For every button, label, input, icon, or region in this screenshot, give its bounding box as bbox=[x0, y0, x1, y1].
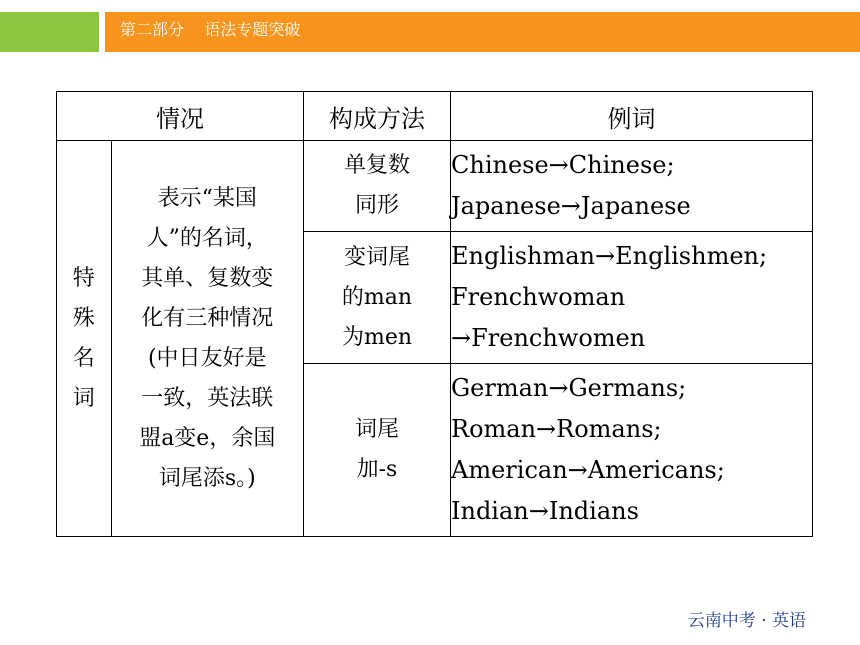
examples-cell bbox=[451, 141, 813, 232]
method-line: 加-s bbox=[356, 457, 398, 482]
header-accent-bar bbox=[0, 12, 99, 52]
category-char: 特 bbox=[72, 265, 95, 291]
method-line: 变词尾 bbox=[343, 244, 410, 270]
example-line: Englishman→Englishmen; bbox=[451, 242, 768, 270]
method-line: 单复数 bbox=[343, 153, 410, 178]
description-line: 一致，英法联 bbox=[141, 385, 274, 411]
description-line: 人”的名词， bbox=[146, 225, 268, 251]
category-cell bbox=[57, 141, 112, 537]
header-method: 构成方法 bbox=[304, 92, 451, 141]
description-line: 盟a变e，余国 bbox=[139, 425, 276, 451]
method-cell bbox=[304, 364, 451, 537]
header-examples: 例词 bbox=[451, 92, 813, 141]
examples-cell bbox=[451, 232, 813, 364]
examples-cell bbox=[451, 364, 813, 537]
example-line: Chinese→Chinese; bbox=[451, 151, 675, 179]
description-line: 其单、复数变 bbox=[141, 265, 274, 291]
example-line: Roman→Romans; bbox=[451, 415, 662, 443]
description-cell bbox=[111, 141, 303, 537]
method-line: 同形 bbox=[354, 193, 399, 218]
method-line: 的man bbox=[341, 284, 413, 310]
category-char: 词 bbox=[72, 385, 95, 411]
description-line: (中日友好是 bbox=[147, 345, 267, 371]
table-header-row bbox=[57, 92, 813, 141]
description-line: 词尾添s。) bbox=[158, 465, 256, 491]
section-title: 第二部分 语法专题突破 bbox=[120, 20, 301, 39]
grammar-table bbox=[56, 91, 813, 537]
example-line: →Frenchwomen bbox=[451, 324, 646, 352]
method-cell bbox=[304, 232, 451, 364]
table-row bbox=[57, 141, 813, 232]
example-line: American→Americans; bbox=[451, 456, 725, 484]
footer-label: 云南中考 · 英语 bbox=[687, 611, 806, 631]
description-line: 表示“某国 bbox=[157, 185, 257, 211]
method-line: 词尾 bbox=[354, 417, 399, 442]
example-line: Japanese→Japanese bbox=[451, 192, 691, 220]
description-line: 化有三种情况 bbox=[141, 305, 274, 331]
example-line: German→Germans; bbox=[451, 374, 687, 402]
category-char: 名 bbox=[72, 345, 95, 371]
method-line: 为men bbox=[341, 324, 413, 350]
method-cell bbox=[304, 141, 451, 232]
example-line: Frenchwoman bbox=[451, 283, 626, 311]
header-situation: 情况 bbox=[57, 92, 304, 141]
category-char: 殊 bbox=[72, 305, 95, 331]
example-line: Indian→Indians bbox=[451, 497, 639, 525]
